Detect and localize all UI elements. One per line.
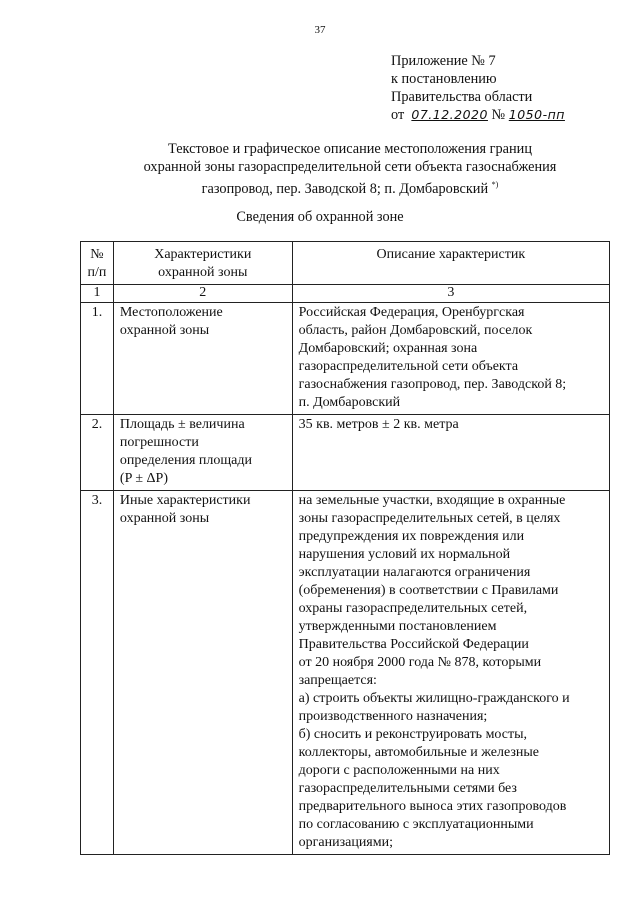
text-line: по согласованию с эксплуатационными xyxy=(298,817,534,832)
text-line: Домбаровский; охранная зона xyxy=(298,341,478,356)
page-number: 37 xyxy=(314,24,326,36)
date-value: 07.12.2020 xyxy=(411,107,488,122)
text-line: п. Домбаровский xyxy=(298,395,401,410)
header-num-line-1: № xyxy=(90,247,104,262)
row-description xyxy=(292,303,609,415)
text-line: Правительства Российской Федерации xyxy=(298,637,529,652)
text-line: охранной зоны xyxy=(119,511,210,526)
header-num-line-2: п/п xyxy=(87,265,107,280)
text-line: а) строить объекты жилищно-гражданского и xyxy=(298,691,570,706)
text-line: область, район Домбаровский, поселок xyxy=(298,323,533,338)
appendix-line-3: Правительства области xyxy=(391,89,533,105)
column-number: 3 xyxy=(292,285,609,303)
row-number: 2. xyxy=(81,415,114,491)
row-number: 3. xyxy=(81,491,114,855)
table-row xyxy=(81,491,610,855)
title-line-2: охранной зоны газораспределительной сети объекта газоснабжения xyxy=(143,159,557,175)
protection-zone-table xyxy=(80,241,610,855)
text-line: от 20 ноября 2000 года № 878, которыми xyxy=(298,655,542,670)
title-line-1: Текстовое и графическое описание местоположения границ xyxy=(168,141,532,157)
row-number: 1. xyxy=(81,303,114,415)
text-line: газораспределительными сетями без xyxy=(298,781,517,796)
text-line: на земельные участки, входящие в охранные xyxy=(298,493,566,508)
header-char-line-1: Характеристики xyxy=(154,247,252,262)
text-line: погрешности xyxy=(119,435,199,450)
text-line: эксплуатации налагаются ограничения xyxy=(298,565,531,580)
column-number-row xyxy=(81,285,610,303)
text-line: б) сносить и реконструировать мосты, xyxy=(298,727,528,742)
text-line: коллекторы, автомобильные и железные xyxy=(298,745,539,760)
number-prefix: № xyxy=(491,107,506,123)
header-desc-line: Описание характеристик xyxy=(376,247,526,262)
table-row xyxy=(81,415,610,491)
text-line: (P ± ΔP) xyxy=(119,471,168,486)
row-description xyxy=(292,491,609,855)
text-line: газоснабжения газопровод, пер. Заводской 8; xyxy=(298,377,567,392)
table-row xyxy=(81,303,610,415)
footnote-mark: *) xyxy=(491,180,499,189)
title-line-3 xyxy=(60,176,640,198)
text-line: запрещается: xyxy=(298,673,377,688)
date-prefix: от xyxy=(391,107,405,123)
column-number: 2 xyxy=(113,285,292,303)
text-line: дороги с расположенными на них xyxy=(298,763,500,778)
text-line: Иные характеристики xyxy=(119,493,251,508)
text-line: Местоположение xyxy=(119,305,223,320)
text-line: организациями; xyxy=(298,835,393,850)
row-characteristic xyxy=(113,303,292,415)
document-title xyxy=(60,140,640,198)
number-value: 1050-пп xyxy=(508,107,565,122)
text-line: предварительного выноса этих газопроводов xyxy=(298,799,567,814)
text-line: охранной зоны xyxy=(119,323,210,338)
appendix-line-2: к постановлению xyxy=(391,71,497,87)
row-description xyxy=(292,415,609,491)
text-line: Площадь ± величина xyxy=(119,417,245,432)
text-line: (обременения) в соответствии с Правилами xyxy=(298,583,559,598)
header-characteristics xyxy=(113,242,292,285)
text-line: производственного назначения; xyxy=(298,709,488,724)
row-characteristic xyxy=(113,415,292,491)
column-number: 1 xyxy=(81,285,114,303)
table-header-row xyxy=(81,242,610,285)
text-line: охраны газораспределительных сетей, xyxy=(298,601,528,616)
row-characteristic xyxy=(113,491,292,855)
text-line: предупреждения их повреждения или xyxy=(298,529,525,544)
appendix-block xyxy=(391,52,565,124)
appendix-date-line xyxy=(391,106,565,124)
section-subtitle: Сведения об охранной зоне xyxy=(236,209,404,225)
text-line: Российская Федерация, Оренбургская xyxy=(298,305,525,320)
header-num xyxy=(81,242,114,285)
text-line: утвержденными постановлением xyxy=(298,619,497,634)
text-line: нарушения условий их нормальной xyxy=(298,547,511,562)
header-char-line-2: охранной зоны xyxy=(158,265,248,280)
text-line: газораспределительной сети объекта xyxy=(298,359,519,374)
header-description xyxy=(292,242,609,285)
text-line: зоны газораспределительных сетей, в целях xyxy=(298,511,561,526)
text-line: определения площади xyxy=(119,453,252,468)
text-line: 35 кв. метров ± 2 кв. метра xyxy=(298,417,459,432)
appendix-line-1: Приложение № 7 xyxy=(391,53,496,69)
title-line-3-text: газопровод, пер. Заводской 8; п. Домбаровский xyxy=(201,181,489,197)
